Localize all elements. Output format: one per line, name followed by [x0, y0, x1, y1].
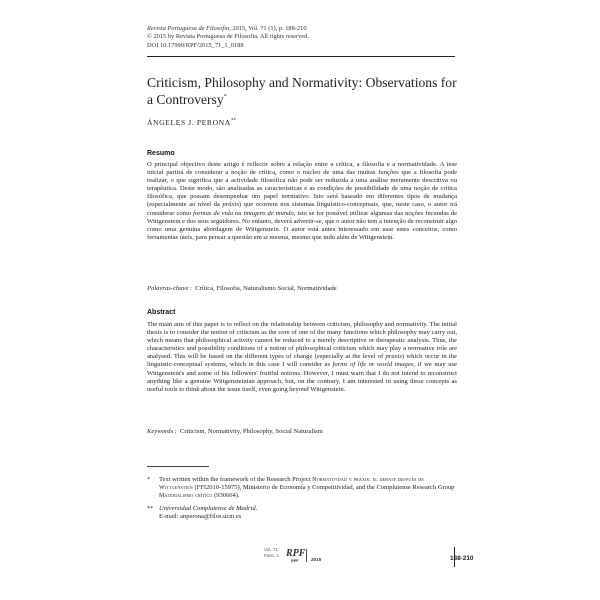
- header-divider: [147, 56, 455, 57]
- footer-vol-label: Vol. 71: [264, 547, 279, 552]
- copyright-line: © 2015 by Revista Portuguesa de Filosofia. All rights reserved.: [147, 33, 309, 41]
- journal-footer-logo: [264, 546, 344, 564]
- abstract-body: [147, 321, 457, 394]
- abstract-keywords-list: Criticism, Normativity, Philosophy, Social Naturalism: [179, 428, 323, 435]
- text-run: O principal objectivo deste artigo é reflectir sobre a relação entre a crítica, a filosofia e a normatividade. A tese inicial partirá de considerar a noção de crítica, como o núcleo de uma das muitas funções que a filosofia pode realizar, o que significa que a actividade filosófica não pode ser reduzida a uma análise meramente descritiva ou terapêutica. Deste modo, são analisadas as características e as condições de possibilidade de uma noção de crítica filosófica, que possam desempenhar um papel normativo. Isto será baseado em diferentes tipos de mudança (especialmente ao nível da: [147, 161, 457, 209]
- text-run: ) que ocorrem nos sistemas linguístico-conceptuais, que, neste caso, o autor irá considerar como: [147, 201, 458, 217]
- rpf-logo-small: RPF: [291, 559, 299, 563]
- page-range: 188-210: [450, 555, 474, 562]
- resumo-keywords-label: Palavras-chave: [147, 285, 189, 292]
- footer-volume: [264, 547, 279, 559]
- text-run: or: [366, 361, 377, 369]
- text-run: Universidad Complutense de Madrid: [159, 505, 256, 512]
- citation-details: , 2015, Vol. 71 (1), p. 188-210: [229, 25, 307, 32]
- abstract-keywords: Keywords : Criticism, Normativity, Philosophy, Social Naturalism: [147, 428, 323, 435]
- text-run: , isto se for possível utilizar algumas das noções fecundas de Wittgenstein e dos seus seguidores. No entanto, deverá advertir-se, que o autor não tem a intenção de reconstruir algo como uma genuína abordagem de Wittgenstein. O autor está antes interessado em usar estes conceitos, como ferramentas úteis, para pensar a questão em si mesma, mesmo que indo além de Wittgenstein.: [147, 209, 458, 241]
- author-footnote-mark: **: [230, 118, 236, 124]
- abstract-heading: Abstract: [147, 309, 176, 316]
- title-footnote-mark: *: [223, 94, 227, 100]
- text-run: .: [255, 505, 258, 512]
- journal-header: [147, 25, 467, 50]
- author-name: ÁNGELES J. PERONA: [147, 118, 231, 127]
- text-run: praxis: [385, 353, 402, 361]
- text-run: ) which occur in the linguistic-conceptual systems, which in this case I will consider as: [147, 353, 457, 369]
- text-run: (FFI2010-15975), Ministerio de Economía y Competitividad, and the Complutense Research Group: [192, 484, 455, 492]
- text-run: , if we may use Wittgenstein's and some of his followers' fruitful notions. However, I must warn that I do not intend to reconstruct anything like a genuine Wittgensteinian approach, but, on the contrary, I am interested in using these concepts as useful tools to think about the issue itself, even going beyond Wittgenstein.: [147, 361, 457, 393]
- footnote-1-mark: *: [147, 477, 150, 483]
- author-line: [147, 118, 236, 127]
- article-title: [147, 75, 457, 107]
- journal-citation: [147, 25, 467, 33]
- footnote-divider: [147, 466, 209, 467]
- text-run: world images: [376, 361, 414, 369]
- footer-fasc-label: Fasc. 1: [264, 553, 280, 558]
- article-title-text: Criticism, Philosophy and Normativity: Observations for a Controversy: [147, 75, 457, 107]
- abstract-keywords-label: Keywords: [147, 428, 174, 435]
- footnote-2-mark: **: [147, 506, 153, 512]
- resumo-keywords: Palavras-chave : Crítica, Filosofia, Naturalismo Social, Normatividade: [147, 285, 337, 292]
- resumo-heading: Resumo: [147, 150, 175, 157]
- logo-divider: [306, 549, 307, 562]
- footnote-1: [147, 476, 457, 500]
- text-run: Materialismo crítico: [159, 493, 213, 500]
- text-run: The main aim of this paper is to reflect on the relationship between criticism, philosophy and normativity. The initial thesis is to consider the notion of criticism as the core of one of the many functions which philosophy may carry out, which means that philosophical activity cannot be reduced to a merely descriptive or therapeutic analysis. Thus, the characteristics and possibility conditions of a notion of philosophical criticism which may play a normative role are analysed. This will be based on the different types of change (especially at the level of: [147, 321, 457, 361]
- text-run: Normatividad y praxis: el debate después de Wittgenstein: [159, 477, 424, 492]
- text-run: práxis: [222, 201, 239, 209]
- resumo-body: [147, 161, 457, 242]
- footnote-2-email: E-mail: anperona@filos.ucm.es: [159, 513, 242, 521]
- text-run: forms of life: [332, 361, 367, 369]
- footer-year: 2015: [311, 557, 322, 562]
- rpf-logo-mark: RPF: [286, 548, 306, 559]
- footnote-1-text: [147, 476, 457, 500]
- doi-line: DOI 10.17990/RPF/2015_71_1_0188: [147, 41, 244, 49]
- footnote-2-text: [147, 505, 457, 513]
- text-run: (930664).: [212, 492, 240, 500]
- text-run: Text written within the framework of the Research Project: [159, 476, 313, 483]
- resumo-keywords-list: Crítica, Filosofia, Naturalismo Social, Normatividade: [195, 285, 337, 292]
- text-run: formas de vida ou imagens de mundo: [193, 209, 294, 217]
- journal-name: Revista Portuguesa de Filosofia: [147, 25, 230, 32]
- footnote-2: [147, 505, 457, 521]
